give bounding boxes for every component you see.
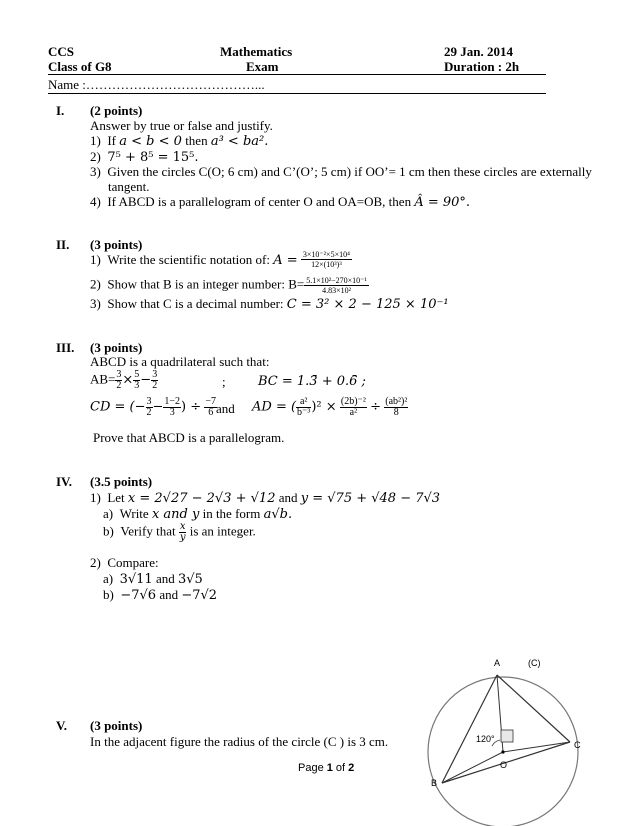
segment-ob [442,752,503,783]
subject: Mathematics [220,44,293,59]
exercise-5-points: (3 points) [90,718,143,733]
ex2-q1: 1) Write the scientific notation of: A = $\frac{\text{3×10⁻²×5×10⁴}}{\text{12×(10³)³}}$ [90,249,350,269]
ad-expression: AD = ( $\frac{\text{a²}}{\text{b⁻³}}$ )² × $\frac{\text{(2b)⁻²}}{\text{a²}}$ ÷ $\frac{\text{(ab²)²}}{8}$ [252,396,408,418]
label-b: B [431,778,438,788]
exercise-1-intro: Answer by true or false and justify. [90,118,273,133]
label-a: A [494,658,501,668]
ex2-q3: 3) Show that C is a decimal number: C = 3² × 2 − 125 × 10⁻¹ [90,296,449,312]
ex1-q4: 4) If ABCD is a parallelogram of center O and OA=OB, then Â = 90°. [90,194,471,210]
name-line: Name :…………………………………... [48,77,265,92]
center-point [501,750,504,753]
segment-oc [503,742,570,752]
label-circle-c: (C) [528,658,541,668]
exam-duration: Duration : 2h [444,59,520,74]
exercise-3-number: III. [56,340,75,355]
segment-ab [442,675,497,783]
exercise-2-points: (3 points) [90,237,143,252]
circle-figure [420,650,620,826]
exercise-4-number: IV. [56,474,73,489]
ex4-q1: 1) Let x = 2√27 − 2√3 + √12 and y = √75 + √48 − 7√3 [90,490,441,506]
ex1-q3: 3) Given the circles C(O; 6 cm) and C’(O’; 5 cm) if OO’= 1 cm then these circles are externally [90,164,592,179]
exam-date: 29 Jan. 2014 [444,44,513,59]
exercise-5-number: V. [56,718,67,733]
school-name: CCS [48,44,75,59]
exam-label: Exam [246,59,279,74]
right-angle-mark [501,730,513,742]
and-word: and [216,401,235,416]
exercise-4-points: (3.5 points) [90,474,153,489]
prove-instruction: Prove that ABCD is a parallelogram. [93,430,285,445]
exercise-3-points: (3 points) [90,340,143,355]
ex4-compare-b: b) −7√6 and −7√2 [103,587,218,603]
cd-expression: CD = (− $\frac{3}{2}$ − $\frac{1-2}{3}$ ) ÷ $\frac{-7}{6}$ [90,396,217,418]
exercise-1-points: (2 points) [90,103,143,118]
header-rule [48,74,546,75]
ex1-q3-cont: tangent. [108,179,150,194]
label-o: O [500,760,508,770]
ex1-q2: 2) 7⁵ + 8⁵ = 15⁵. [90,149,199,165]
bc-expression: BC = 1.3̄ + 0.6̄ ; [258,374,366,389]
ex4-qb: b) Verify that $\frac{x}{y}$ is an integer. [103,521,256,543]
exercise-5-text: In the adjacent figure the radius of the circle (C ) is 3 cm. [90,734,389,749]
ex4-q2: 2) Compare: [90,555,159,570]
ex4-compare-a: a) 3√11 and 3√5 [103,571,203,587]
ex1-q1: 1) If a < b < 0 then a³ < ba². [90,133,269,149]
ab-expression: AB= $\frac{3}{2}$ × $\frac{5}{3}$ − $\frac{3}{2}$ [90,369,158,391]
ex4-qa: a) Write x and y in the form a√b. [103,506,293,522]
exercise-3-intro: ABCD is a quadrilateral such that: [90,354,270,369]
exercise-2-number: II. [56,237,70,252]
separator-semicolon: ; [222,374,226,389]
label-c: C [574,740,581,750]
page-number: Page 1 of 2 [298,762,355,774]
name-rule [48,93,546,94]
ex2-q2: 2) Show that B is an integer number: B= $\frac{\text{5.1×10²−270×10⁻¹}}{\text{4.83×10²}}$ [90,276,367,295]
class-label: Class of G8 [48,59,112,74]
exercise-1-number: I. [56,103,65,118]
angle-label: 120° [476,734,495,744]
